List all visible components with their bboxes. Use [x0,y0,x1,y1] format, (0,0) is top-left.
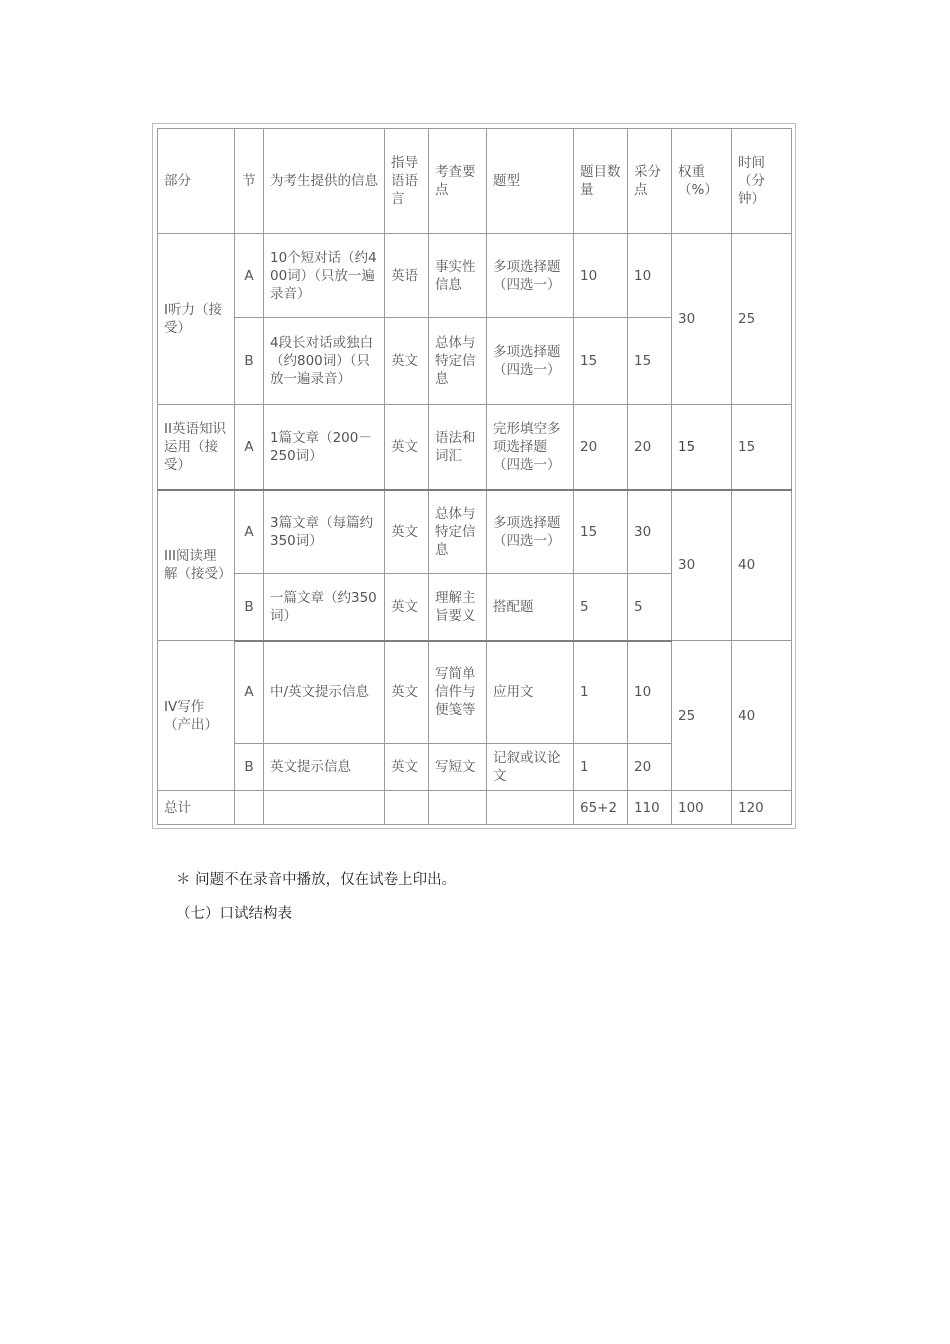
language-cell: 英文 [385,744,429,791]
focus-cell: 写短文 [429,744,487,791]
section-label: A [235,641,264,744]
points-cell: 10 [628,641,672,744]
points-cell: 20 [628,744,672,791]
type-cell: 完形填空多项选择题（四选一） [487,405,574,490]
info-cell: 4段长对话或独白（约800词）（只放一遍录音） [264,318,385,405]
focus-cell: 事实性信息 [429,234,487,318]
header-time: 时间（分钟） [732,129,792,234]
points-cell: 15 [628,318,672,405]
table-row [158,234,792,318]
info-cell: 1篇文章（200－250词） [264,405,385,490]
part-writing-name: IV写作（产出） [158,641,235,791]
part-language-use-time: 15 [732,405,792,490]
type-cell: 应用文 [487,641,574,744]
part-writing-weight: 25 [672,641,732,791]
section-label: A [235,490,264,574]
total-empty-cell [385,791,429,825]
oral-exam-section-heading: （七）口试结构表 [176,906,292,922]
count-cell: 15 [574,318,628,405]
section-label: A [235,234,264,318]
total-empty-cell [429,791,487,825]
type-cell: 多项选择题（四选一） [487,234,574,318]
focus-cell: 语法和词汇 [429,405,487,490]
part-listening-weight: 30 [672,234,732,405]
points-cell: 5 [628,574,672,641]
exam-structure-table [157,128,792,825]
part-reading-weight: 30 [672,490,732,641]
language-cell: 英文 [385,405,429,490]
total-label: 总计 [158,791,235,825]
total-count: 65+2 [574,791,628,825]
table-row [158,405,792,490]
focus-cell: 写简单信件与便笺等 [429,641,487,744]
count-cell: 5 [574,574,628,641]
footnote: ＊ 问题不在录音中播放，仅在试卷上印出。 [176,872,457,888]
header-weight: 权重（%） [672,129,732,234]
header-part: 部分 [158,129,235,234]
count-cell: 1 [574,744,628,791]
type-cell: 搭配题 [487,574,574,641]
total-time: 120 [732,791,792,825]
info-cell: 3篇文章（每篇约350词） [264,490,385,574]
focus-cell: 总体与特定信息 [429,318,487,405]
table-row [158,641,792,744]
language-cell: 英语 [385,234,429,318]
total-points: 110 [628,791,672,825]
section-label: A [235,405,264,490]
header-focus: 考查要点 [429,129,487,234]
part-reading-time: 40 [732,490,792,641]
table-row [158,490,792,574]
part-language-use-weight: 15 [672,405,732,490]
header-section: 节 [235,129,264,234]
part-listening-time: 25 [732,234,792,405]
header-row [158,129,792,234]
points-cell: 20 [628,405,672,490]
language-cell: 英文 [385,641,429,744]
exam-structure-table-frame [152,123,796,829]
header-score-points: 采分点 [628,129,672,234]
info-cell: 10个短对话（约400词）（只放一遍录音） [264,234,385,318]
section-label: B [235,318,264,405]
type-cell: 多项选择题（四选一） [487,490,574,574]
part-writing-time: 40 [732,641,792,791]
language-cell: 英文 [385,318,429,405]
type-cell: 记叙或议论文 [487,744,574,791]
part-listening-name: I听力（接受） [158,234,235,405]
part-language-use-name: II英语知识运用（接受） [158,405,235,490]
count-cell: 15 [574,490,628,574]
language-cell: 英文 [385,574,429,641]
header-question-count: 题目数量 [574,129,628,234]
header-info: 为考生提供的信息 [264,129,385,234]
section-label: B [235,574,264,641]
count-cell: 10 [574,234,628,318]
count-cell: 20 [574,405,628,490]
total-weight: 100 [672,791,732,825]
points-cell: 30 [628,490,672,574]
total-empty-cell [235,791,264,825]
header-instruction-language: 指导语语言 [385,129,429,234]
count-cell: 1 [574,641,628,744]
section-label: B [235,744,264,791]
part-reading-name: III阅读理解（接受） [158,490,235,641]
focus-cell: 总体与特定信息 [429,490,487,574]
language-cell: 英文 [385,490,429,574]
header-question-type: 题型 [487,129,574,234]
total-empty-cell [487,791,574,825]
points-cell: 10 [628,234,672,318]
total-empty-cell [264,791,385,825]
info-cell: 中/英文提示信息 [264,641,385,744]
type-cell: 多项选择题（四选一） [487,318,574,405]
focus-cell: 理解主旨要义 [429,574,487,641]
info-cell: 一篇文章（约350词） [264,574,385,641]
info-cell: 英文提示信息 [264,744,385,791]
total-row [158,791,792,825]
